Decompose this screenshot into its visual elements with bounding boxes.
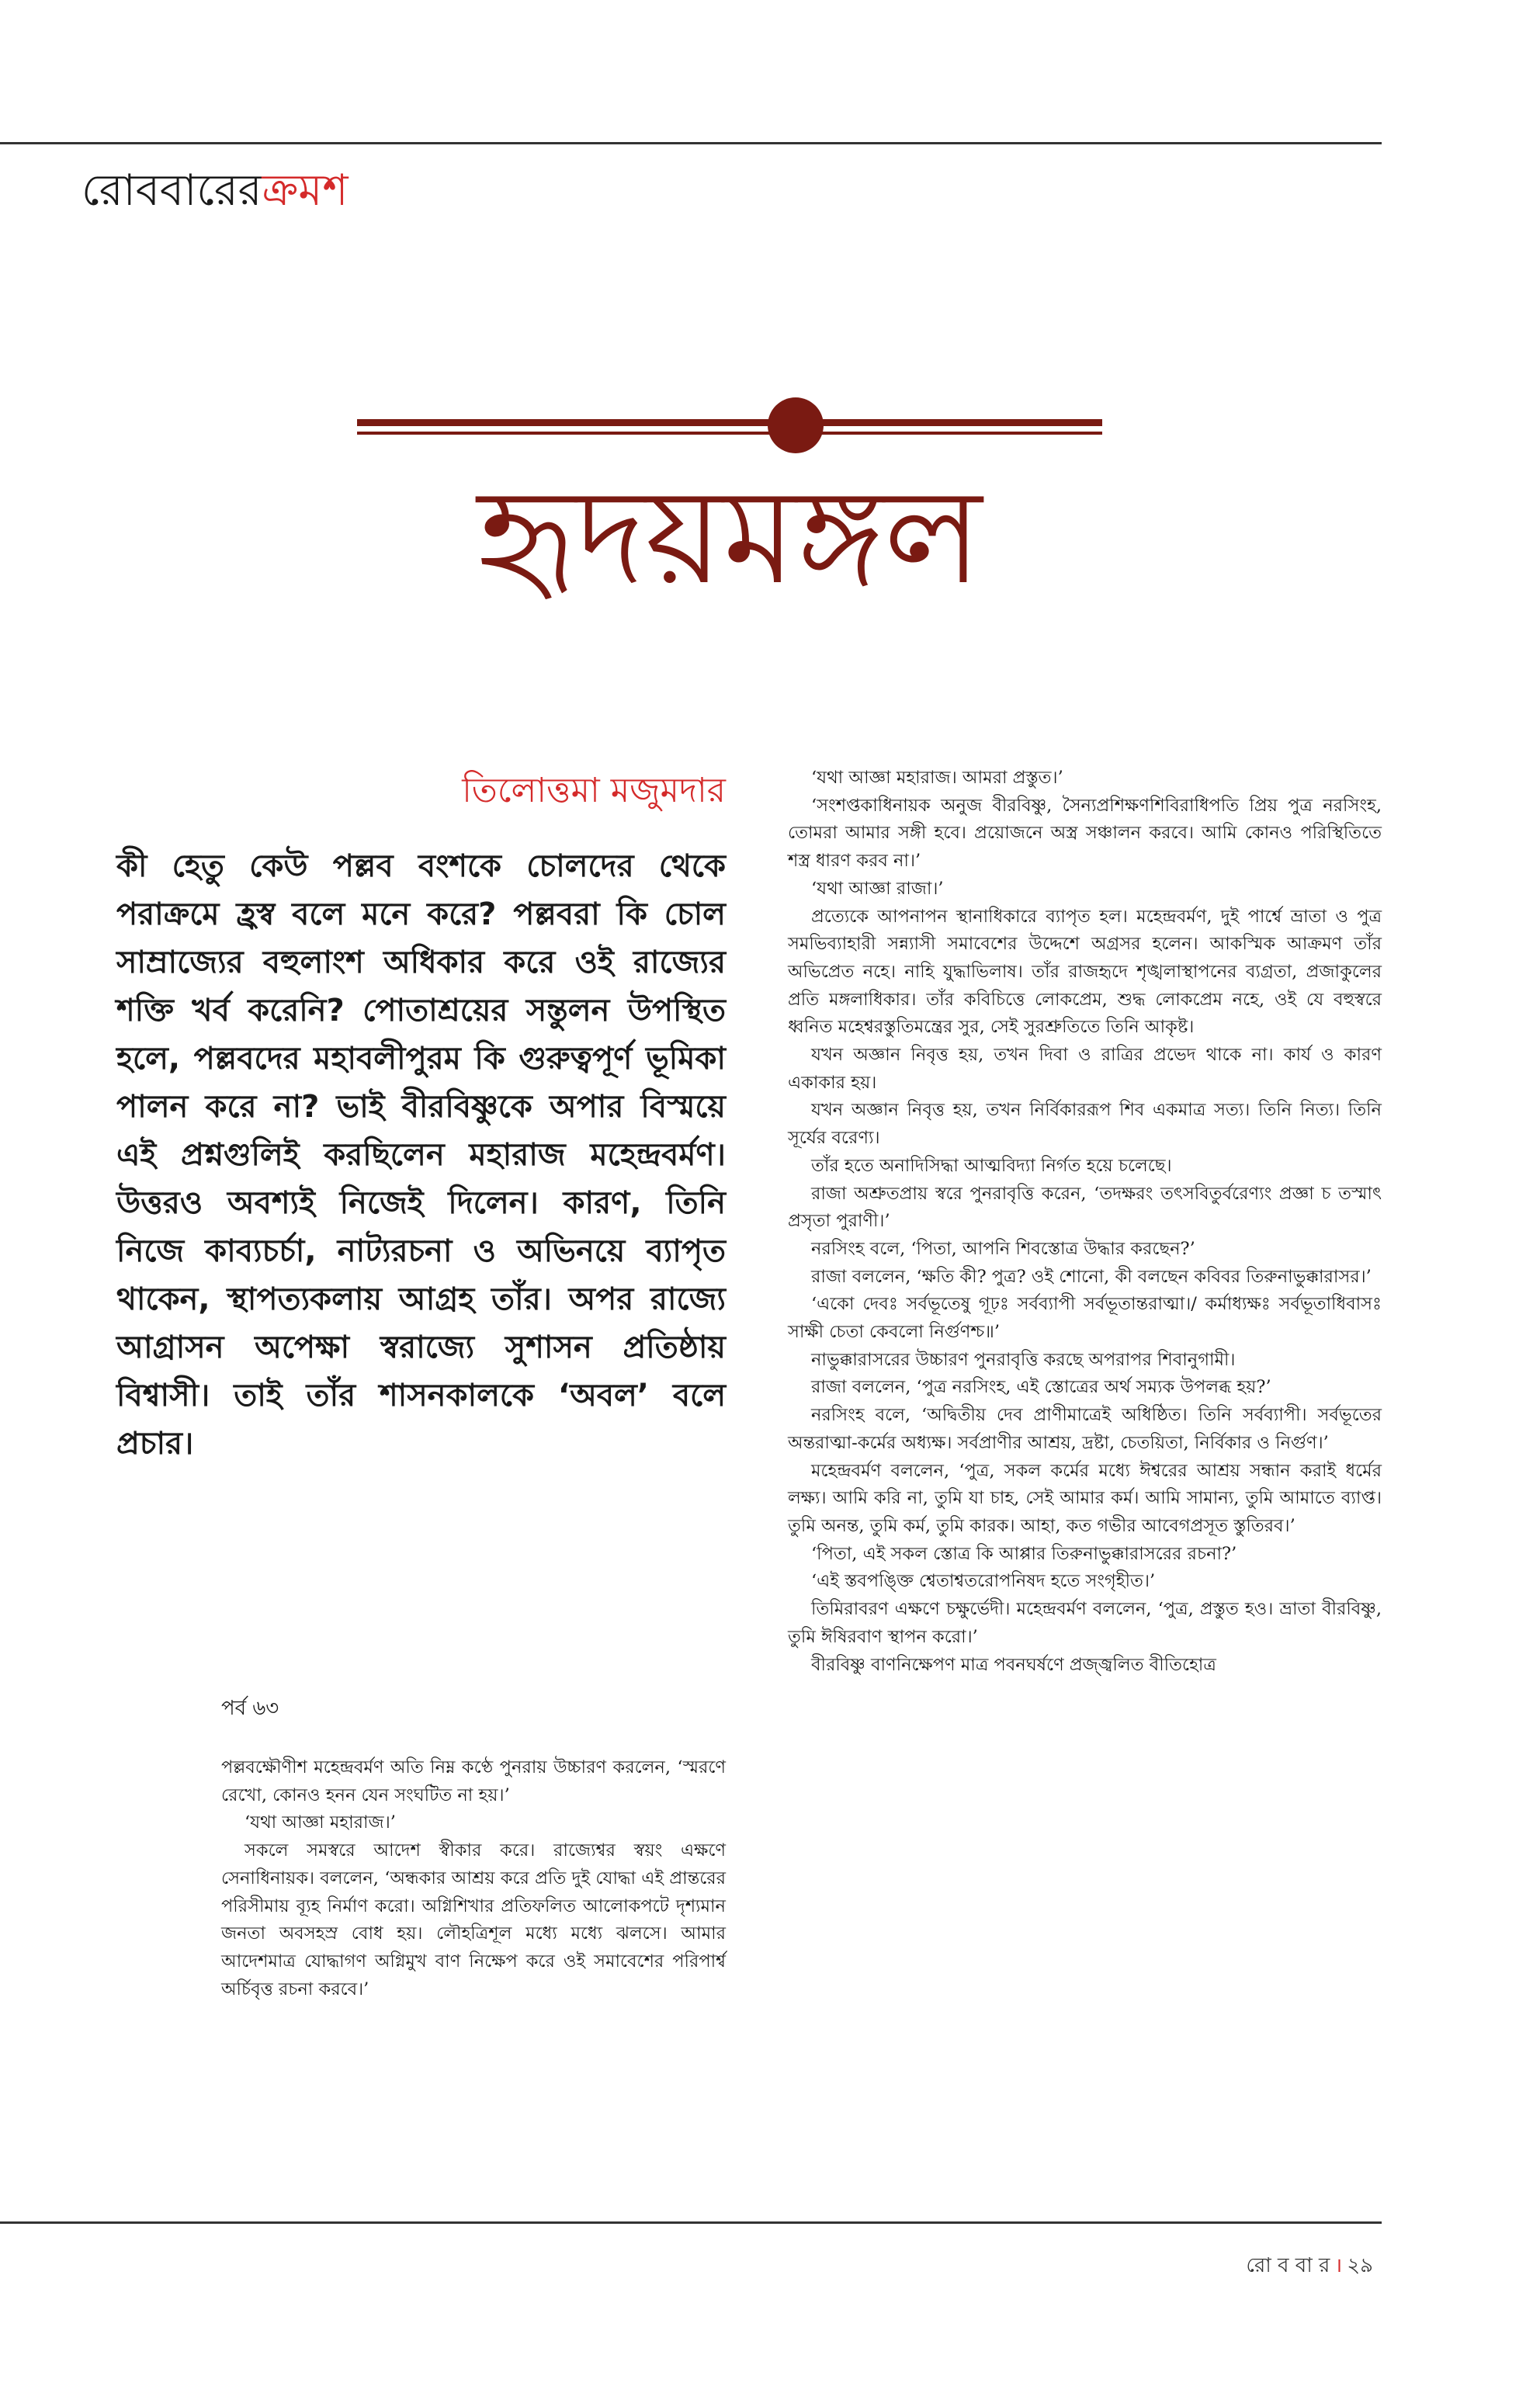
section-title-accent: ক্রমশ	[262, 165, 349, 216]
paragraph: ‘একো দেবঃ সর্বভূতেষু গূঢ়ঃ সর্বব্যাপী সর্বভূতান্তরাত্মা।/ কর্মাধ্যক্ষঃ সর্বভূতাধিবাসঃ সাক্ষী চেতা কেবলো নির্গুণশ্চ॥’	[788, 1294, 1382, 1343]
paragraph: ‘যথা আজ্ঞা মহারাজ। আমরা প্রস্তুত।’	[811, 768, 1063, 788]
paragraph: সকলে সমস্বরে আদেশ স্বীকার করে। রাজ্যেশ্বর স্বয়ং এক্ষণে সেনাধিনায়ক। বললেন, ‘অন্ধকার আশ্রয় করে প্রতি দুই যোদ্ধা এই প্রান্তরের পরিসীমায় ব্যূহ নির্মাণ করো। অগ্নিশিখার প্রতিফলিত আলোকপটে দৃশ্যমান জনতা অবসহস্র বোধ হয়। লৌহত্রিশূল মধ্যে মধ্যে ঝলসে। আমার আদেশমাত্র যোদ্ধাগণ অগ্নিমুখ বাণ নিক্ষেপ করে ওই সমাবেশের পরিপার্শ্ব অর্চিবৃত্ত রচনা করবে।’	[221, 1840, 726, 1999]
page-footer	[1246, 2249, 1373, 2284]
paragraph: নাভুক্কারাসরের উচ্চারণ পুনরাবৃত্তি করছে অপরাপর শিবানুগামী।	[811, 1349, 1236, 1370]
paragraph: ‘সংশপ্তকাধিনায়ক অনুজ বীরবিষ্ণু, সৈন্যপ্রশিক্ষণশিবিরাধিপতি প্রিয় পুত্র নরসিংহ, তোমরা আমার সঙ্গী হবে। প্রয়োজনে অস্ত্র সঞ্চালন করবে। আমি কোনও পরিস্থিতিতে শস্ত্র ধারণ করব না।’	[788, 795, 1382, 872]
serial-masthead-logo	[342, 388, 1118, 652]
paragraph: তাঁর হতে অনাদিসিদ্ধা আত্মবিদ্যা নির্গত হয়ে চলেছে।	[811, 1155, 1172, 1176]
paragraph: তিমিরাবরণ এক্ষণে চক্ষুর্ভেদী। মহেন্দ্রবর্মণ বললেন, ‘পুত্র, প্রস্তুত হও। ভ্রাতা বীরবিষ্ণু, তুমি ঈষিরবাণ স্থাপন করো।’	[788, 1599, 1382, 1647]
paragraph: মহেন্দ্রবর্মণ বললেন, ‘পুত্র, সকল কর্মের মধ্যে ঈশ্বরের আশ্রয় সন্ধান করাই ধর্মের লক্ষ্য। আমি করি না, তুমি যা চাহ, সেই আমার কর্ম। আমি সামান্য, তুমি আমাতে ব্যাপ্ত। তুমি অনন্ত, তুমি কর্ম, তুমি কারক। আহা, কত গভীর আবেগপ্রসূত স্তুতিরব।’	[788, 1460, 1382, 1536]
section-header	[82, 167, 349, 215]
page-number: ২৯	[1347, 2254, 1373, 2277]
paragraph: নরসিংহ বলে, ‘পিতা, আপনি শিবস্তোত্র উদ্ধার করছেন?’	[811, 1238, 1195, 1259]
paragraph: ‘এই স্তবপঙ্ক্তি শ্বেতাশ্বতরোপনিষদ হতে সংগৃহীত।’	[811, 1571, 1156, 1592]
paragraph: যখন অজ্ঞান নিবৃত্ত হয়, তখন নির্বিকাররূপ শিব একমাত্র সত্য। তিনি নিত্য। তিনি সূর্যের বরেণ্য।	[788, 1100, 1382, 1149]
author-byline: তিলোত্তমা মজুমদার	[462, 771, 726, 810]
paragraph: প্রত্যেকে আপনাপন স্থানাধিকারে ব্যাপৃত হল। মহেন্দ্রবর্মণ, দুই পার্শ্বে ভ্রাতা ও পুত্র সমভিব্যাহারী সন্ন্যাসী সমাবেশের উদ্দেশে অগ্রসর হলেন। আকস্মিক আক্রমণ তাঁর অভিপ্রেত নহে। নাহি যুদ্ধাভিলাষ। তাঁর রাজহৃদে শৃঙ্খলাস্থাপনের ব্যগ্রতা, প্রজাকুলের প্রতি মঙ্গলাধিকার। তাঁর কবিচিত্তে লোকপ্রেম, শুদ্ধ লোকপ্রেম নহে, ওই যে বহুস্বরে ধ্বনিত মহেশ্বরস্তুতিমন্ত্রের সুর, সেই সুরশ্রুতিতে তিনি আকৃষ্ট।	[788, 906, 1382, 1038]
paragraph: যখন অজ্ঞান নিবৃত্ত হয়, তখন দিবা ও রাত্রির প্রভেদ থাকে না। কার্য ও কারণ একাকার হয়।	[788, 1045, 1382, 1093]
paragraph: বীরবিষ্ণু বাণনিক্ষেপণ মাত্র পবনঘর্ষণে প্রজ্জ্বলিত বীতিহোত্র	[811, 1654, 1216, 1675]
footer-separator: ।	[1334, 2254, 1343, 2277]
paragraph: ‘যথা আজ্ঞা রাজা।’	[811, 878, 944, 899]
paragraph: পল্লবক্ষৌণীশ মহেন্দ্রবর্মণ অতি নিম্ন কণ্ঠে পুনরায় উচ্চারণ করলেন, ‘স্মরণে রেখো, কোনও হনন যেন সংঘটিত না হয়।’	[221, 1757, 726, 1805]
bottom-rule	[0, 2221, 1382, 2224]
masthead-artwork	[342, 388, 1118, 652]
masthead-title: হৃদয়মঙ্গল	[477, 460, 983, 614]
paragraph: রাজা বললেন, ‘ক্ষতি কী? পুত্র? ওই শোনো, কী বলছেন কবিবর তিরুনাভুক্কারাসর।’	[811, 1266, 1372, 1287]
right-column	[788, 765, 1382, 1679]
lead-paragraph: কী হেতু কেউ পল্লব বংশকে চোলদের থেকে পরাক্রমে হ্রস্ব বলে মনে করে? পল্লবরা কি চোল সাম্রাজ্যের বহুলাংশ অধিকার করে ওই রাজ্যের শক্তি খর্ব করেনি? পোতাশ্রয়ের সন্তুলন উপস্থিত হলে, পল্লবদের মহাবলীপুরম কি গুরুত্বপূর্ণ ভূমিকা পালন করে না? ভাই বীরবিষ্ণুকে অপার বিস্ময়ে এই প্রশ্নগুলিই করছিলেন মহারাজ মহেন্দ্রবর্মণ। উত্তরও অবশ্যই নিজেই দিলেন। কারণ, তিনি নিজে কাব্যচর্চা, নাট্যরচনা ও অভিনয়ে ব্যাপৃত থাকেন, স্থাপত্যকলায় আগ্রহ তাঁর। অপর রাজ্যে আগ্রাসন অপেক্ষা স্বরাজ্যে সুশাসন প্রতিষ্ঠায় বিশ্বাসী। তাই তাঁর শাসনকালকে ‘অবল’ বলে প্রচার।	[116, 848, 726, 1462]
top-rule	[0, 142, 1382, 144]
part-label: পর্ব ৬৩	[221, 1697, 279, 1720]
paragraph: রাজা অশ্রুতপ্রায় স্বরে পুনরাবৃত্তি করেন, ‘তদক্ষরং তৎসবিতুর্বরেণ্যং প্রজ্ঞা চ তস্মাৎ প্রসৃতা পুরাণী।’	[788, 1183, 1382, 1232]
paragraph: নরসিংহ বলে, ‘অদ্বিতীয় দেব প্রাণীমাত্রেই অধিষ্ঠিত। তিনি সর্বব্যাপী। সর্বভূতের অন্তরাত্মা-কর্মের অধ্যক্ষ। সর্বপ্রাণীর আশ্রয়, দ্রষ্টা, চেতয়িতা, নির্বিকার ও নির্গুণ।’	[788, 1405, 1382, 1453]
paragraph: ‘যথা আজ্ঞা মহারাজ।’	[245, 1812, 396, 1833]
paragraph: ‘পিতা, এই সকল স্তোত্র কি আপ্পার তিরুনাভুক্কারাসরের রচনা?’	[811, 1543, 1237, 1564]
left-column	[221, 1754, 726, 2003]
publication-name: রো ব বা র	[1246, 2254, 1330, 2277]
paragraph: রাজা বললেন, ‘পুত্র নরসিংহ, এই স্তোত্রের অর্থ সম্যক উপলব্ধ হয়?’	[811, 1377, 1271, 1398]
section-title: রোববারের	[82, 165, 262, 216]
